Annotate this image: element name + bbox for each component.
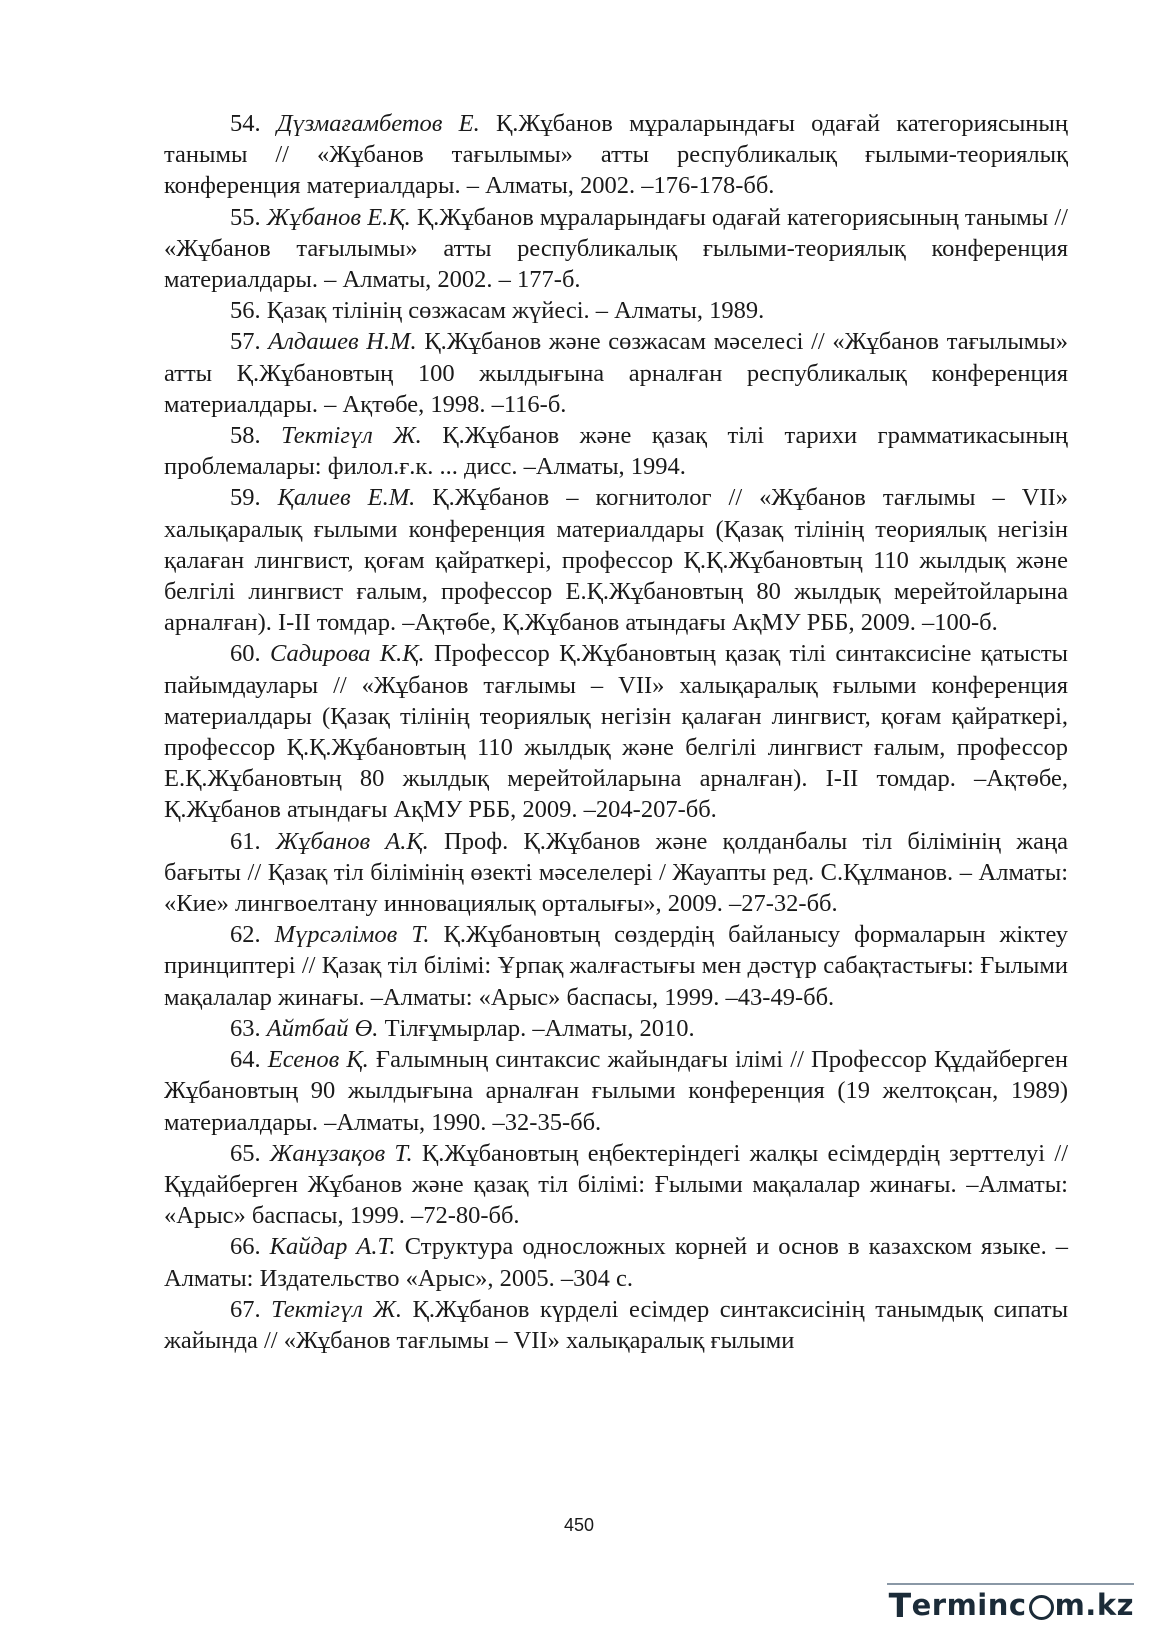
watermark-text-c: c — [1008, 1588, 1027, 1622]
bibliography-entry — [164, 1044, 1068, 1138]
entry-number: 58. — [230, 422, 261, 450]
entry-text: Қ.Жұбанов күрделі есімдер синтаксисінің танымдық сипаты жайында // «Жұбанов тағлымы – VII» халықаралық ғылыми — [164, 1295, 1069, 1354]
bibliography-entry — [164, 295, 1068, 326]
entry-text: Тілғұмырлар. –Алматы, 2010. — [384, 1014, 695, 1042]
bibliography-entry — [164, 919, 1068, 1013]
entry-text: Профессор Қ.Жұбановтың қазақ тілі синтаксисіне қатысты пайымдаулары // «Жұбанов тағлымы – VII» халықаралық ғылыми конференция материалдары (Қазақ тілінің теориялық негізін қалаған лингвист, қоғам қайраткері, профессор Қ.Қ.Жұбановтың 110 жылдық және белгілі лингвист ғалым, профессор Е.Қ.Жұбановтың 80 жылдық мерейтойларына арналған). I-II томдар. –Ақтөбе, Қ.Жұбанов атындағы АқМУ РББ, 2009. –204-207-бб. — [164, 640, 1068, 824]
entry-number: 55. — [230, 203, 261, 231]
entry-author: Жанұзақов Т. — [269, 1139, 413, 1167]
entry-number: 57. — [230, 328, 261, 356]
entry-author: Дүзмағамбетов Е. — [276, 110, 480, 137]
entry-number: 54. — [230, 110, 261, 137]
bibliography-entry — [164, 1138, 1068, 1232]
entry-text: Қ.Жұбановтың еңбектеріндегі жалқы есімдердің зерттелуі // Құдайберген Жұбанов және қазақ тіл білімі: Ғылыми мақалалар жинағы. –Алматы: «Арыс» баспасы, 1999. –72-80-бб. — [164, 1139, 1069, 1230]
watermark-text-middle: ermin — [911, 1588, 1009, 1622]
entry-author: Мүрсәлімов Т. — [274, 921, 430, 949]
entry-author: Қалиев Е.М. — [277, 484, 416, 512]
bibliography-entry — [164, 1294, 1068, 1356]
entry-number: 64. — [230, 1046, 261, 1074]
entry-author: Айтбай Ө. — [266, 1014, 379, 1042]
entry-number: 60. — [230, 640, 261, 668]
watermark-letter-t: T — [888, 1585, 912, 1625]
entry-author: Кайдар А.Т. — [269, 1233, 396, 1261]
bibliography-entry — [164, 108, 1068, 202]
bibliography-entry — [164, 202, 1068, 296]
watermark-o-ring — [1029, 1595, 1054, 1620]
bibliography-entry — [164, 326, 1068, 420]
bibliography-entry — [164, 420, 1068, 482]
entry-author: Алдашев Н.М. — [268, 328, 417, 356]
entry-number: 56. — [230, 297, 261, 325]
entry-text: Проф. Қ.Жұбанов және қолданбалы тіл білімінің жаңа бағыты // Қазақ тіл білімінің өзекті мәселелері / Жауапты ред. С.Құлманов. – Алматы: «Кие» лингвоелтану инновациялық орталығы», 2009. –27-32-бб. — [164, 827, 1069, 918]
entry-number: 59. — [230, 484, 261, 512]
watermark-text-suffix: m.kz — [1054, 1588, 1134, 1622]
entry-number: 67. — [230, 1295, 261, 1323]
bibliography-entry — [164, 638, 1068, 825]
entry-author: Жұбанов Е.Қ. — [266, 203, 411, 231]
entry-text: Ғалымның синтаксис жайындағы ілімі // Профессор Құдайберген Жұбановтың 90 жылдығына арналған ғылыми конференция (19 желтоқсан, 1989) материалдары. –Алматы, 1990. –32-35-бб. — [164, 1046, 1069, 1136]
bibliography-entry — [164, 826, 1068, 920]
entry-author: Жұбанов А.Қ. — [275, 827, 429, 855]
entry-text: Қ.Жұбанов мұраларындағы одағай категориясының танымы // «Жұбанов тағылымы» атты республикалық ғылыми-теориялық конференция материалдары. – Алматы, 2002. – 177-б. — [164, 203, 1068, 294]
bibliography-entry — [164, 482, 1068, 638]
watermark-rule — [887, 1583, 1134, 1585]
entry-number: 63. — [230, 1014, 261, 1042]
bibliography-list — [164, 108, 1068, 1356]
page-number: 450 — [563, 1515, 595, 1535]
entry-text: Қ.Жұбанов мұраларындағы одағай категориясының танымы // «Жұбанов тағылымы» атты республикалық ғылыми-теориялық конференция материалдары. – Алматы, 2002. –176-178-бб. — [164, 110, 1068, 200]
entry-author: Тектігүл Ж. — [271, 1295, 402, 1323]
entry-author: Тектігүл Ж. — [281, 422, 422, 450]
bibliography-entry — [164, 1013, 1068, 1044]
entry-number: 62. — [230, 921, 261, 949]
bibliography-entry — [164, 1231, 1068, 1293]
entry-text: Қ.Жұбанов – когнитолог // «Жұбанов тағлымы – VII» халықаралық ғылыми конференция материалдары (Қазақ тілінің теориялық негізін қалаған лингвист, қоғам қайраткері, профессор Қ.Қ.Жұбановтың 110 жылдық және белгілі лингвист ғалым, профессор Е.Қ.Жұбановтың 80 жылдық мерейтойларына арналған). I-II томдар. –Ақтөбе, Қ.Жұбанов атындағы АқМУ РББ, 2009. –100-б. — [164, 484, 1068, 637]
terminkom-watermark-logo — [889, 1585, 1134, 1625]
entry-number: 65. — [230, 1139, 261, 1167]
entry-author: Есенов Қ. — [267, 1046, 369, 1074]
entry-text: Структура односложных корней и основ в казахском языке. –Алматы: Издательство «Арыс», 2005. –304 с. — [164, 1233, 1068, 1292]
entry-number: 66. — [230, 1233, 261, 1261]
entry-text: Қ.Жұбанов және сөзжасам мәселесі // «Жұбанов тағылымы» атты Қ.Жұбановтың 100 жылдығына арналған республикалық конференция материалдары. – Ақтөбе, 1998. –116-б. — [164, 328, 1069, 418]
entry-text: Қ.Жұбанов және қазақ тілі тарихи грамматикасының проблемалары: филол.ғ.к. ... дисс. –Алматы, 1994. — [164, 422, 1069, 481]
entry-author: Садирова К.Қ. — [269, 640, 425, 668]
entry-text: Қ.Жұбановтың сөздердің байланысу формаларын жіктеу принциптері // Қазақ тіл білімі: Ұрпақ жалғастығы мен дәстүр сабақтастығы: Ғылыми мақалалар жинағы. –Алматы: «Арыс» баспасы, 1999. –43-49-бб. — [164, 921, 1069, 1011]
entry-text: Қазақ тілінің сөзжасам жүйесі. – Алматы, 1989. — [266, 297, 765, 325]
entry-number: 61. — [230, 827, 261, 855]
